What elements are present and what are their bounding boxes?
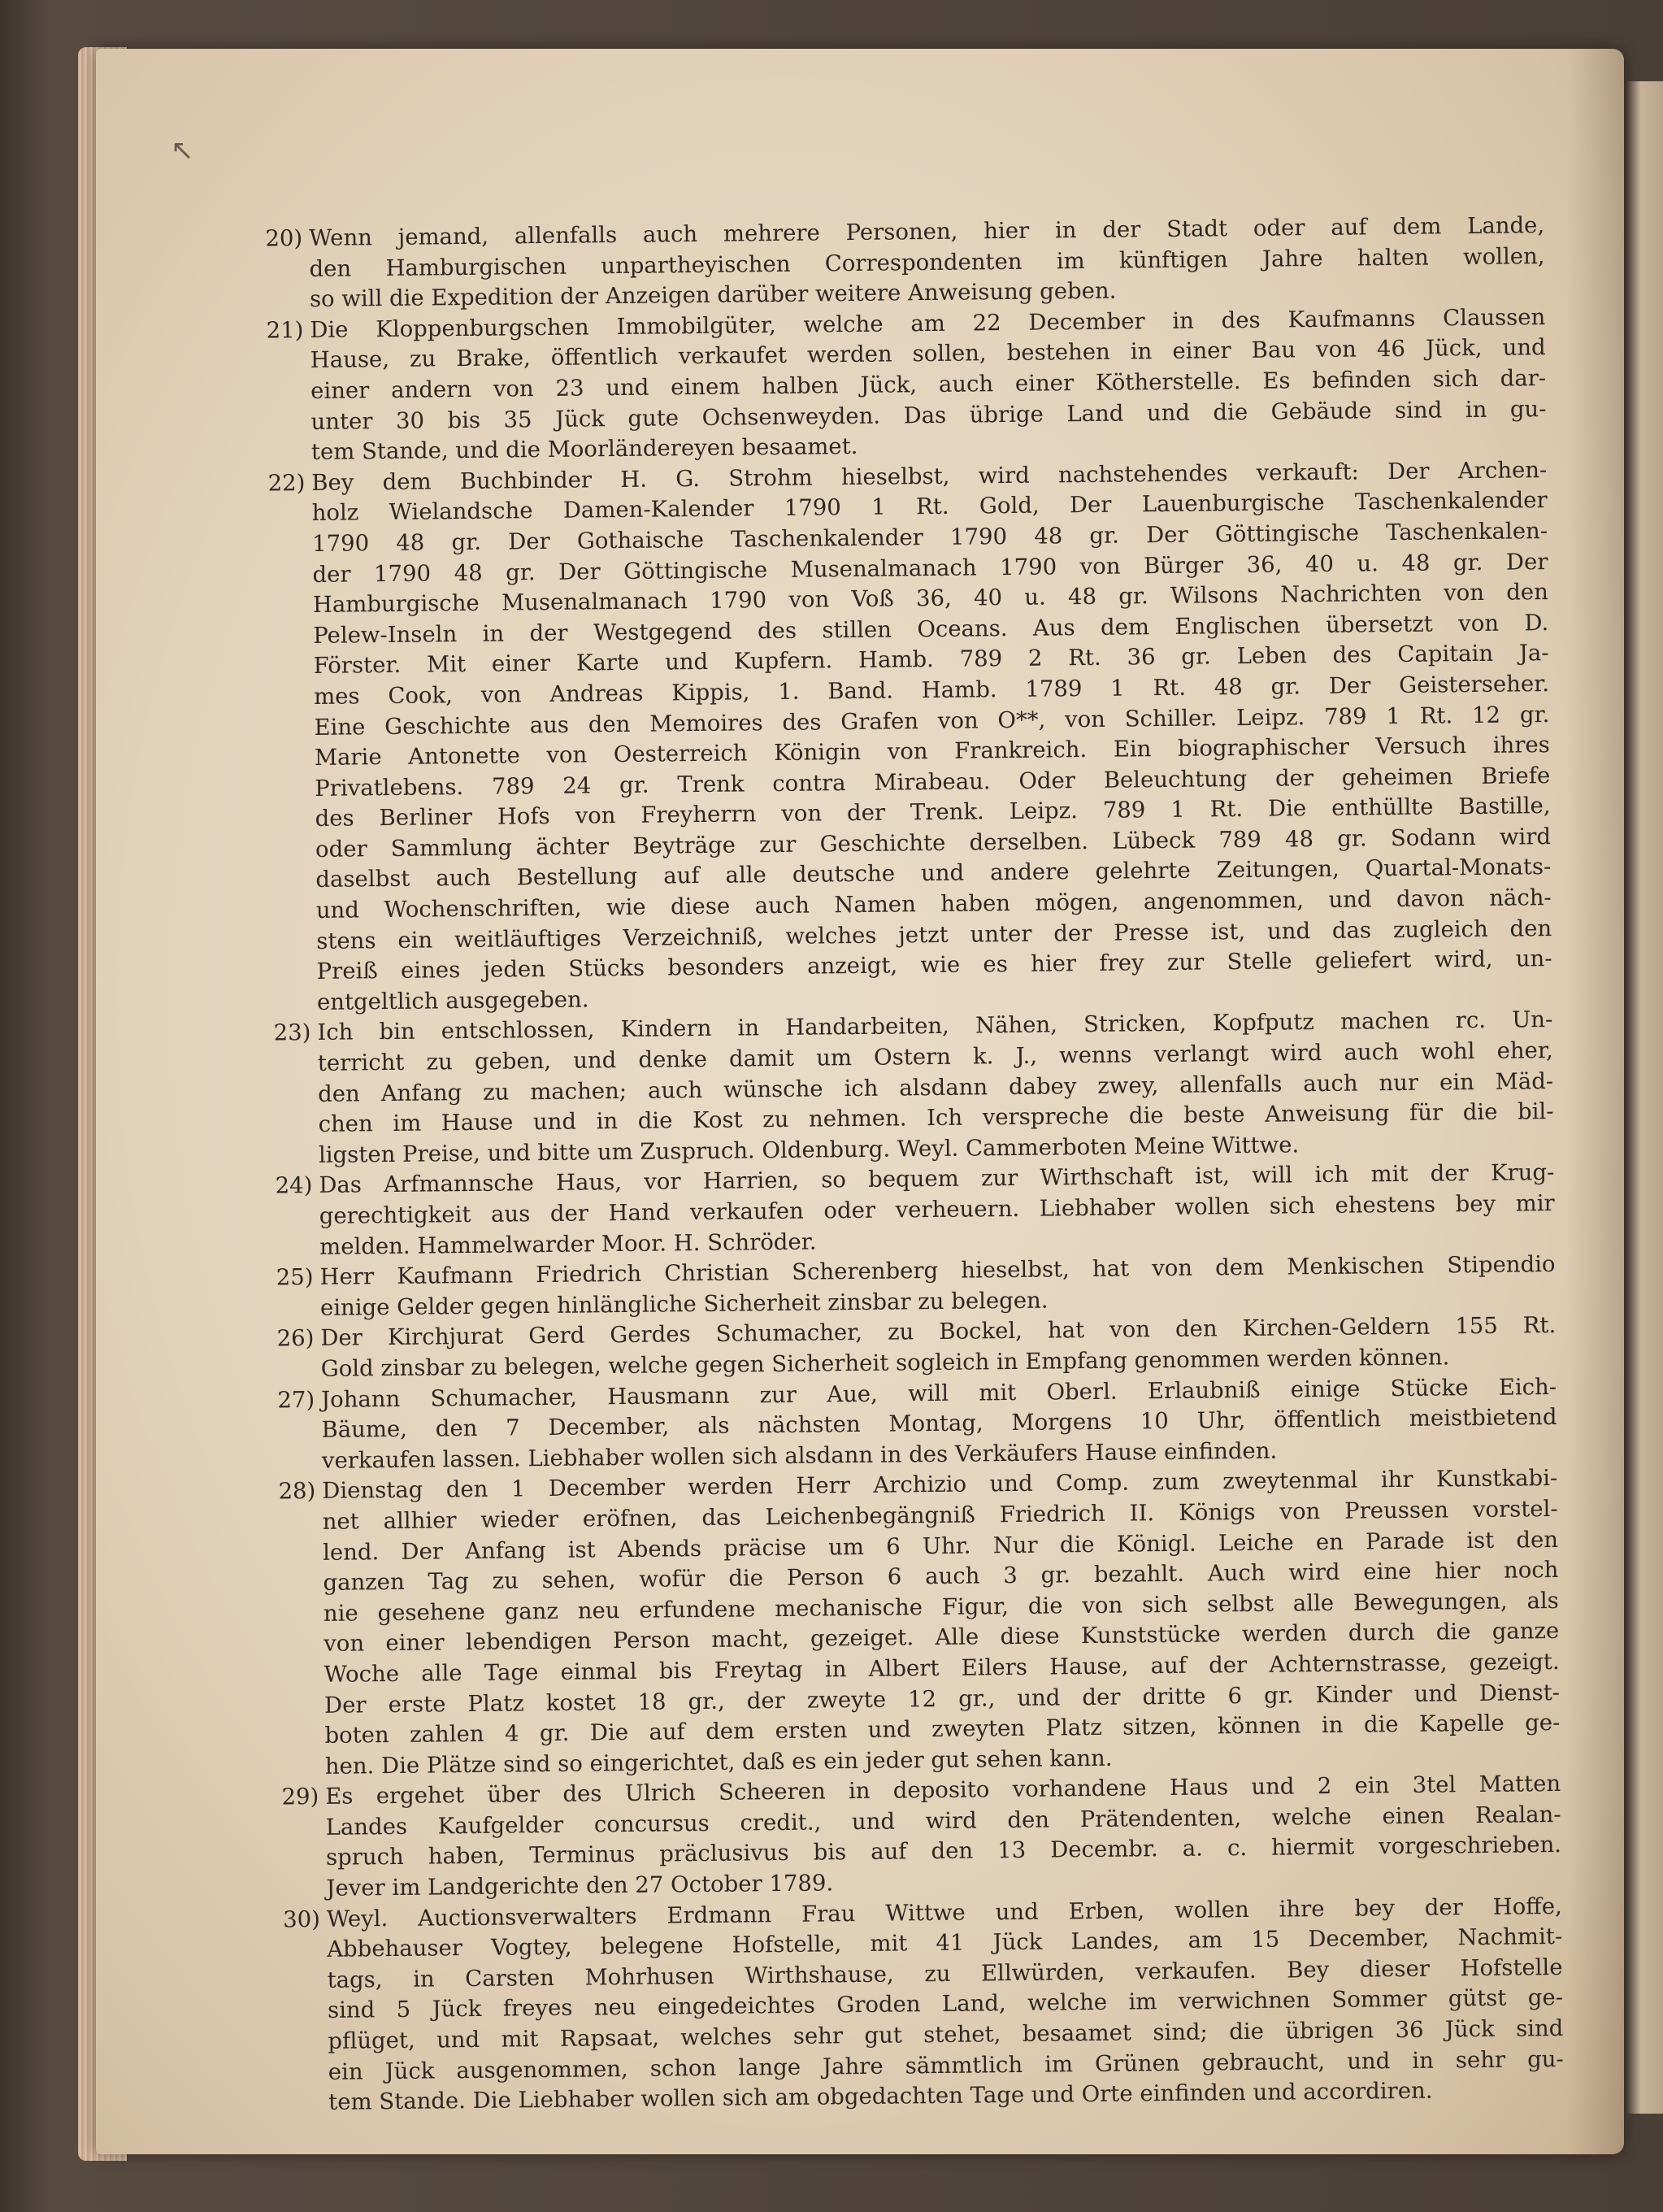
advertisement-text xyxy=(265,211,1564,2119)
text-line: Förster. Mit einer Karte und Kupfern. Hamb. 789 2 Rt. 36 gr. Leben des Capitain Ja- xyxy=(313,640,1549,680)
text-line: von einer lebendigen Person macht, gezeiget. Alle diese Kunststücke werden durch die ganze xyxy=(323,1618,1560,1658)
text-line: tem Stande, und die Moorländereyen besaamet. xyxy=(310,433,858,466)
text-line: Eine Geschichte aus den Memoires des Grafen von O**, von Schiller. Leipz. 789 1 Rt. 12 gr. xyxy=(314,701,1550,741)
entry-number: 23) xyxy=(273,1019,311,1046)
text-line: der 1790 48 gr. Der Göttingische Musenalmanach 1790 von Bürger 36, 40 u. 48 gr. Der xyxy=(312,548,1548,588)
text-line: Es ergehet über des Ulrich Scheeren in deposito vorhandene Haus und 2 ein 3tel Matten xyxy=(325,1771,1561,1810)
entry-24 xyxy=(275,1158,1555,1262)
text-line: daselbst auch Bestellung auf alle deutsche und andere gelehrte Zeitungen, Quartal-Monats- xyxy=(315,854,1552,893)
text-line: verkaufen lassen. Liebhaber wollen sich alsdann in des Verkäufers Hause einfinden. xyxy=(321,1437,1278,1474)
text-line: Hause, zu Brake, öffentlich verkaufet werden sollen, bestehen in einer Bau von 46 Jück, und xyxy=(310,334,1546,374)
text-line: net allhier wieder eröfnen, das Leichenbegängniß Friedrich II. Königs von Preussen vorstel- xyxy=(322,1495,1558,1535)
text-line: pflüget, und mit Rapsaat, welches sehr gut stehet, besaamet sind; die übrigen 36 Jück sind xyxy=(328,2014,1564,2054)
entry-29 xyxy=(281,1769,1562,1904)
entry-number: 27) xyxy=(277,1386,315,1414)
entry-30 xyxy=(282,1892,1565,2119)
text-line: Johann Schumacher, Hausmann zur Aue, will mit Oberl. Erlaubniß einige Stücke Eich- xyxy=(320,1373,1557,1413)
entry-22 xyxy=(267,455,1552,1019)
text-line: den Anfang zu machen; auch wünsche ich alsdann dabey zwey, allenfalls auch nur ein Mäd- xyxy=(318,1067,1554,1107)
text-line: 1790 48 gr. Der Gothaische Taschenkalender 1790 48 gr. Der Göttingische Taschenkalen- xyxy=(311,517,1548,557)
text-line: tem Stande. Die Liebhaber wollen sich am obgedachten Tage und Orte einfinden und accordiren. xyxy=(328,2077,1433,2116)
text-line: Bäume, den 7 December, als nächsten Montag, Morgens 10 Uhr, öffentlich meistbietend xyxy=(321,1404,1557,1444)
text-line: Privatlebens. 789 24 gr. Trenk contra Mirabeau. Oder Beleuchtung der geheimen Briefe xyxy=(315,762,1551,802)
text-line: Dienstag den 1 December werden Herr Archizio und Comp. zum zweytenmal ihr Kunstkabi- xyxy=(322,1465,1558,1505)
text-line: Hamburgische Musenalmanach 1790 von Voß 36, 40 u. 48 gr. Wilsons Nachrichten von den xyxy=(312,579,1548,619)
text-line: chen im Hause und in die Kost zu nehmen. Ich verspreche die beste Anweisung für die bil- xyxy=(318,1098,1554,1138)
entry-27 xyxy=(277,1372,1557,1477)
text-line: einige Gelder gegen hinlängliche Sicherheit zinsbar zu belegen. xyxy=(319,1287,1049,1321)
text-line: ligsten Preise, und bitte um Zuspruch. Oldenburg. Weyl. Cammerboten Meine Wittwe. xyxy=(318,1132,1300,1168)
text-line: nie gesehene ganz neu erfundene mechanische Figur, die von sich selbst alle Bewegungen, als xyxy=(323,1587,1559,1627)
entry-number: 26) xyxy=(276,1325,315,1352)
text-line: terricht zu geben, und denke damit um Ostern k. J., wenns verlangt wird auch wohl eher, xyxy=(317,1037,1553,1076)
text-line: Bey dem Buchbinder H. G. Strohm hieselbst, wird nachstehendes verkauft: Der Archen- xyxy=(311,456,1548,496)
text-line: Der Kirchjurat Gerd Gerdes Schumacher, zu Bockel, hat von den Kirchen-Geldern 155 Rt. xyxy=(320,1312,1557,1352)
entry-number: 30) xyxy=(282,1906,321,1933)
text-line: einer andern von 23 und einem halben Jück, auch einer Kötherstelle. Es befinden sich dar- xyxy=(310,365,1547,404)
text-line: Gold zinsbar zu belegen, welche gegen Sicherheit sogleich in Empfang genommen werden können. xyxy=(320,1344,1450,1382)
text-line: Jever im Landgerichte den 27 October 1789. xyxy=(326,1870,834,1901)
text-line: unter 30 bis 35 Jück gute Ochsenweyden. Das übrige Land und die Gebäude sind in gu- xyxy=(310,395,1547,435)
text-line: tags, in Carsten Mohrhusen Wirthshause, zu Ellwürden, verkaufen. Bey dieser Hofstelle xyxy=(327,1953,1563,1993)
entry-number: 25) xyxy=(276,1264,314,1291)
entry-23 xyxy=(273,1005,1554,1171)
text-line: Landes Kaufgelder concursus credit., und wird den Prätendenten, welche einen Realan- xyxy=(325,1801,1561,1840)
text-line: Abbehauser Vogtey, belegene Hofstelle, mit 41 Jück Landes, am 15 December, Nachmit- xyxy=(327,1923,1563,1963)
text-line: Ich bin entschlossen, Kindern in Handarbeiten, Nähen, Stricken, Kopfputz machen rc. Un- xyxy=(317,1006,1553,1046)
text-line: Weyl. Auctionsverwalters Erdmann Frau Wittwe und Erben, wollen ihre bey der Hoffe, xyxy=(326,1893,1562,1932)
text-line: ganzen Tag zu sehen, wofür die Person 6 auch 3 gr. bezahlt. Auch wird eine hier noch xyxy=(323,1557,1559,1597)
text-line: melden. Hammelwarder Moor. H. Schröder. xyxy=(319,1228,817,1260)
entry-28 xyxy=(278,1463,1561,1782)
text-line: so will die Expedition der Anzeigen darüber weitere Anweisung geben. xyxy=(309,277,1117,313)
text-line: Marie Antonette von Oesterreich Königin von Frankreich. Ein biographischer Versuch ihres xyxy=(314,732,1550,771)
text-line: Der erste Platz kostet 18 gr., der zweyte 12 gr., und der dritte 6 gr. Kinder und Dienst- xyxy=(323,1679,1561,1719)
entry-number: 21) xyxy=(266,316,304,344)
corner-mark: ↖ xyxy=(171,134,194,167)
text-line: Herr Kaufmann Friedrich Christian Scherenberg hieselbst, hat von dem Menkischen Stipendio xyxy=(319,1251,1556,1291)
facing-page-edge xyxy=(1626,81,1663,2114)
entry-20 xyxy=(265,211,1545,315)
text-line: entgeltlich ausgegeben. xyxy=(316,986,589,1015)
text-line: oder Sammlung ächter Beyträge zur Geschichte derselben. Lübeck 789 48 gr. Sodann wird xyxy=(315,823,1552,863)
text-line: Pelew-Inseln in der Westgegend des stillen Oceans. Aus dem Englischen übersetzt von D. xyxy=(313,609,1549,649)
entry-number: 28) xyxy=(278,1478,316,1505)
text-line: holz Wielandsche Damen-Kalender 1790 1 Rt. Gold, Der Lauenburgische Taschenkalender xyxy=(311,487,1548,527)
text-line: sind 5 Jück freyes neu eingedeichtes Groden Land, welche im verwichnen Sommer gütst ge- xyxy=(327,1984,1564,2024)
text-line: gerechtigkeit aus der Hand verkaufen oder verheuern. Liebhaber wollen sich ehestens bey mir xyxy=(319,1190,1555,1229)
entry-21 xyxy=(266,302,1547,468)
text-line: und Wochenschriften, wie diese auch Namen haben mögen, angenommen, und davon näch- xyxy=(315,884,1552,924)
text-line: Die Kloppenburgschen Immobilgüter, welche am 22 December in des Kaufmanns Claussen xyxy=(310,303,1546,343)
text-line: des Berliner Hofs von Freyherrn von der Trenk. Leipz. 789 1 Rt. Die enthüllte Bastille, xyxy=(315,793,1551,832)
text-line: mes Cook, von Andreas Kippis, 1. Band. Hamb. 1789 1 Rt. 48 gr. Der Geisterseher. xyxy=(313,670,1550,710)
text-line: Preiß eines jeden Stücks besonders anzeigt, wie es hier frey zur Stelle geliefert wird, un- xyxy=(316,945,1552,985)
text-line: den Hamburgischen unpartheyischen Correspondenten im künftigen Jahre halten wollen, xyxy=(309,242,1545,282)
entry-number: 24) xyxy=(275,1172,313,1199)
text-line: Wenn jemand, allenfalls auch mehrere Personen, hier in der Stadt oder auf dem Lande, xyxy=(309,212,1545,251)
text-line: Das Arfmannsche Haus, vor Harrien, so bequem zur Wirthschaft ist, will ich mit der Krug- xyxy=(319,1159,1555,1199)
entry-number: 22) xyxy=(267,469,306,497)
text-line: ein Jück ausgenommen, schon lange Jahre sämmtlich im Grünen gebraucht, und in sehr gu- xyxy=(328,2045,1564,2085)
text-line: lend. Der Anfang ist Abends präcise um 6 Uhr. Nur die Königl. Leiche en Parade ist den xyxy=(322,1526,1559,1566)
text-line: hen. Die Plätze sind so eingerichtet, daß es ein jeder gut sehen kann. xyxy=(324,1745,1113,1780)
entry-number: 20) xyxy=(265,225,303,252)
text-line: stens ein weitläuftiges Verzeichniß, welches jetzt unter der Presse ist, und das zugleich den xyxy=(316,915,1552,954)
text-line: boten zahlen 4 gr. Die auf dem ersten und zweyten Platz sitzen, können in die Kapelle ge- xyxy=(324,1710,1561,1749)
text-line: spruch haben, Terminus präclusivus bis auf den 13 Decembr. a. c. hiermit vorgeschrieben. xyxy=(325,1832,1562,1871)
entry-number: 29) xyxy=(281,1784,319,1810)
text-line: Woche alle Tage einmal bis Freytag in Albert Eilers Hause, auf der Achternstrasse, gezeigt. xyxy=(323,1648,1560,1688)
